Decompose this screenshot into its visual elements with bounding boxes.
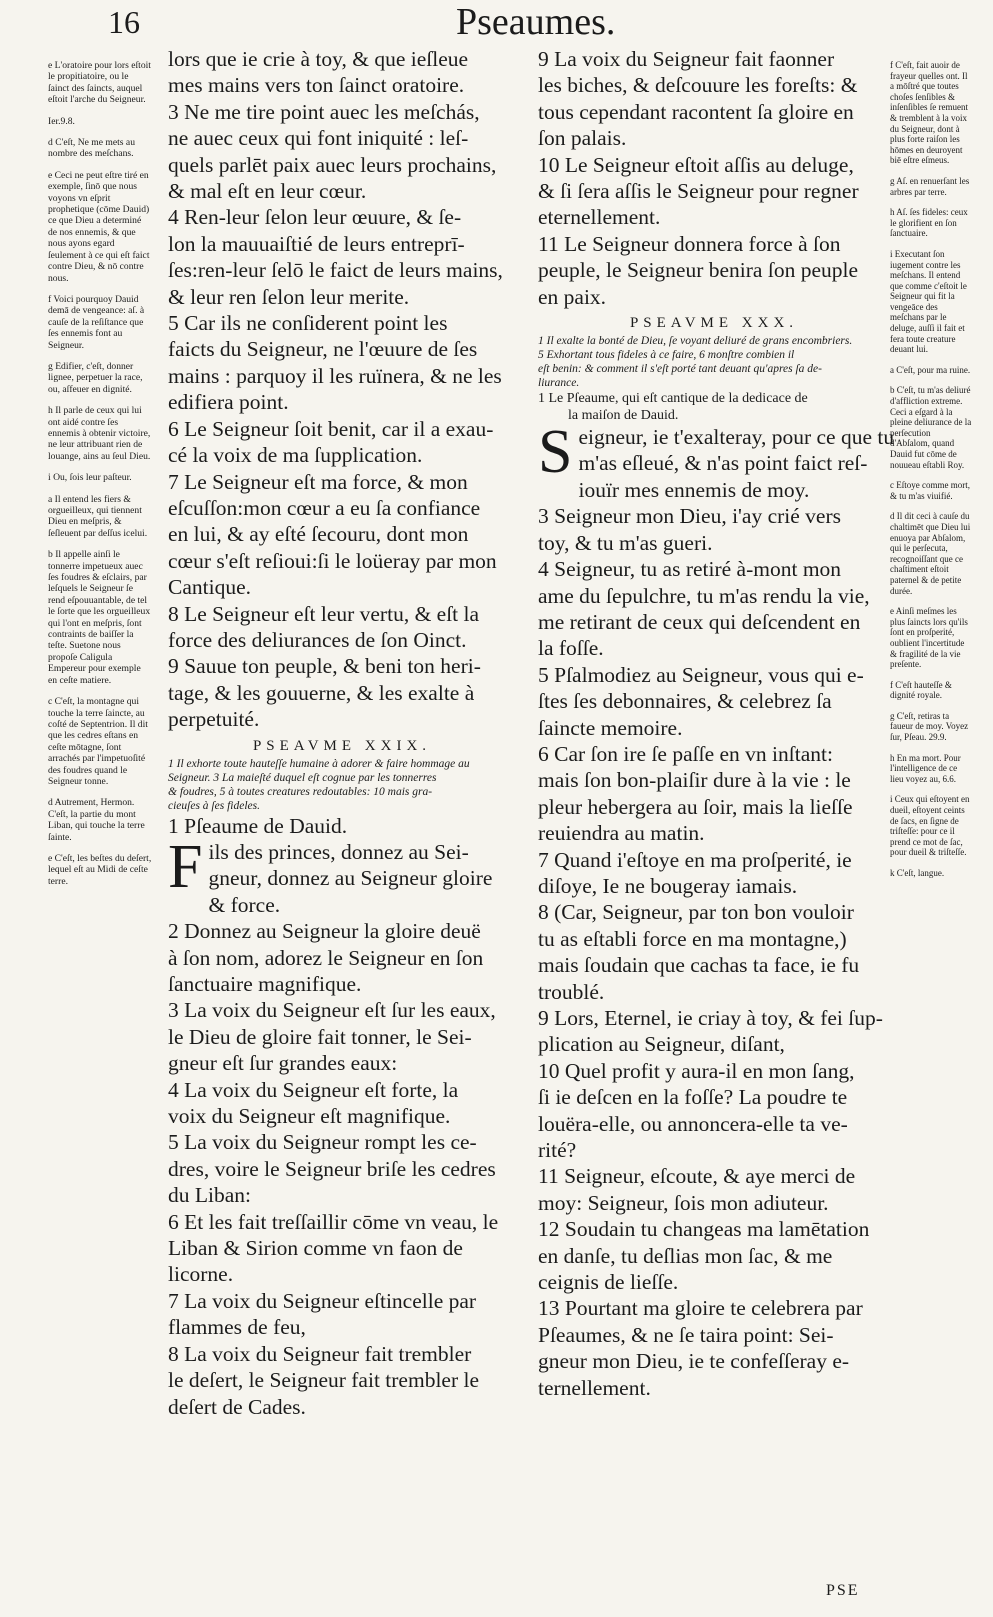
verse-line: en paix. [538,284,607,309]
margin-note: b C'eſt, tu m'as deliuré d'affliction extreme. Ceci a eſgard à la pleine deliurance de la perſecution d'Abſalom, quand Dauid fut cōme de nouueau eſtabli Roy. [890,385,972,470]
margin-note: c C'eſt, la montagne qui touche la terre ſaincte, au coſté de Septentrion. Il dit que les cedres eſtans en ceſte mōtagne, ſont arrachés par l'impetuoſité des foudres quand le Seigneur tonne. [48,696,148,787]
margin-note: e L'oratoire pour lors eſtoit le propitiatoire, ou le ſainct des ſaincts, auquel eſtoit l'arche du Seigneur. [48,60,151,106]
argument-line: cieuſes à ſes fideles. [168,799,260,812]
verse-line: les biches, & deſcouure les foreſts: & [538,73,858,98]
verse-line: deſert de Cades. [168,1394,306,1419]
margin-note: h Il parle de ceux qui lui ont aidé contre ſes ennemis à obtenir victoire, ne leur attribuant rien de louange, ains au ſeul Dieu. [48,405,151,462]
verse-line: ſanctuaire magnifique. [168,972,362,996]
verse-line: moy: Seigneur, ſois mon adiuteur. [538,1190,829,1215]
margin-note: g C'eſt, retiras ta faueur de moy. Voyez ſur, Pſeau. 29.9. [890,710,969,743]
verse-line: iouïr mes ennemis de moy. [578,477,810,502]
verse-line: 12 Soudain tu changeas ma lamētation [538,1217,870,1242]
verse-line: quels parlēt paix auec leurs prochains, [168,152,497,177]
argument-line: 1 Il exalte la bonté de Dieu, ſe voyant deliuré de grans encombriers. [538,335,853,348]
verse-line: 9 La voix du Seigneur fait faonner [538,47,835,71]
margin-note: d Il dit ceci à cauſe du chaltimēt que Dieu lui enuoya par Abſalom, qui le perſecuta, recognoiſſant que ce chaſtiment eſtoit paternel & de petite durée. [890,511,971,596]
verse-line: 7 Quand i'eſtoye en ma proſperité, ie [538,847,852,872]
left-column [168,46,516,1420]
left-margin-notes [48,60,152,897]
margin-note: b Il appelle ainſi le tonnerre impetueux auec ſes foudres & eſclairs, par leſquels le Seigneur ſe rend eſpouuantable, de tel le ſorte que les orgueilleux qui l'ont en meſpris, ſont contraints de baiſſer la teſte. Suetone nous propoſe Caligula Empereur pour exemple en ceſte matiere. [48,549,151,686]
psalm30-body [538,418,895,1401]
verse-line: 6 Car ſon ire ſe paſſe en vn inſtant: [538,741,833,766]
margin-note: e C'eſt, les beſtes du deſert, lequel eſt au Midi de ceſte terre. [48,852,152,887]
psalm30-dropcap: S [538,418,573,487]
verse-line: & leur ren ſelon leur merite. [168,284,410,309]
margin-note: h Aſ. ſes fideles: ceux le glorifient en ſon ſanctuaire. [890,207,968,239]
verse-line: la foſſe. [538,636,604,661]
verse-line: eigneur, ie t'exalteray, pour ce que tu [578,425,895,450]
verse-line: 4 Seigneur, tu as retiré à-mont mon [538,557,842,582]
verse-line: gneur mon Dieu, ie te confeſſeray e- [538,1349,850,1374]
verse-line: 7 Le Seigneur eſt ma force, & mon [168,469,468,494]
verse-line: 8 La voix du Seigneur fait trembler [168,1341,472,1366]
verse-line: 5 Pſalmodiez au Seigneur, vous qui e- [538,662,864,687]
verse-line: 3 La voix du Seigneur eſt ſur les eaux, [168,998,496,1023]
verse-line: gneur, donnez au Seigneur gloire [208,866,493,891]
margin-note: i Executant ſon iugement contre les meſchans. Il entend que comme c'eſtoit le Seigneur qui fit la vengeāce des meſchans par le deluge, auſſi il fait et fera toute creature deuant lui. [890,248,967,355]
verse-line: 5 Car ils ne conſiderent point les [168,311,448,336]
running-title: Pseaumes. [456,1,616,43]
verse-line: flammes de feu, [168,1315,306,1340]
margin-note: f Voici pourquoy Dauid demā de vengeance: aſ. à cauſe de la reſiſtance que ſes ennemis font au Seigneur. [48,293,145,351]
margin-note: f C'eſt, fait auoir de frayeur quelles ont. Il a mōſtré que toutes choſes ſenſibles & inſenſibles ſe remuent & tremblent à la voix du Seigneur, dont à plus forte raiſon les hōmes en deuroyent biē eſtre eſmeus. [890,60,968,166]
psalm29-argument [168,757,516,813]
verse-line: 11 Le Seigneur donnera force à ſon [538,231,841,256]
verse-line: du Liban: [168,1183,251,1208]
verse-line: le Dieu de gloire fait tonner, le Sei- [168,1024,472,1049]
catchword: PSE [826,1582,860,1599]
psalm30-heading-a: 1 Le Pſeaume, qui eſt cantique de la dedicace de [538,391,808,407]
argument-line: 1 Il exhorte toute hauteſſe humaine à adorer & faire hommage au [168,757,470,770]
verse-line: 10 Le Seigneur eſtoit aſſis au deluge, [538,152,854,177]
psalm30-argument [538,334,890,390]
margin-note: h En ma mort. Pour l'intelligence de ce lieu voyez au, 6.6. [890,752,961,784]
verse-line: lon la mauuaiſtié de leurs entreprī- [168,231,465,256]
verse-line: le deſert, le Seigneur fait trembler le [168,1368,480,1393]
verse-line: gneur eſt ſur grandes eaux: [168,1051,398,1076]
verse-line: 7 La voix du Seigneur eſtincelle par [168,1288,477,1313]
verse-line: ne auec ceux qui font iniquité : leſ- [168,126,469,151]
verse-line: ils des princes, donnez au Sei- [208,839,469,864]
margin-note: d Autrement, Hermon. C'eſt, la partie du mont Liban, qui touche la terre ſainte. [48,797,145,843]
verse-line: edifiera point. [168,390,289,415]
verse-line: cœur s'eſt reſioui:ſi le loüeray par mon [168,548,497,573]
argument-line: eſt benin: & comment il s'eſt porté tant deuant qu'apres ſa de- [538,363,822,376]
psalm29-title: PSEAVME XXIX. [252,737,432,754]
page-header [0,0,993,46]
verse-line: reuiendra au matin. [538,821,705,846]
verse-line: 5 La voix du Seigneur rompt les ce- [168,1130,477,1155]
psalm28-text [168,46,516,733]
verse-line: m'as eſleué, & n'as point faict reſ- [578,451,868,476]
verse-line: 9 Lors, Eternel, ie criay à toy, & fei ſup- [538,1006,883,1030]
psalm29-dropcap: F [168,832,203,901]
verse-line: & mal eſt en leur cœur. [168,179,367,204]
verse-line: lors que ie crie à toy, & que ieſleue [168,47,469,71]
right-margin-notes [890,60,972,889]
argument-line: 5 Exhortant tous fideles à ce faire, 6 monſtre combien il [538,349,795,362]
margin-note: a C'eſt, pour ma ruine. [890,364,971,375]
right-column [538,46,895,1401]
margin-note: d C'eſt, Ne me mets au nombre des meſchans. [48,137,135,160]
verse-line: tage, & les gouuerne, & les exalte à [168,680,475,705]
verse-line: peuple, le Seigneur benira ſon peuple [538,258,859,283]
margin-note: e Ceci ne peut eſtre tiré en exemple, ſinō que nous voyons vn eſprit prophetique (cōme Dauid) ce que Dieu a determiné de nos ennemis, & que nous ayons egard ſeulement à ce qui eſt faict contre Dieu, & nō contre nous. [48,169,150,284]
margin-note: g Aſ. en renuerſant les arbres par terre. [890,175,970,197]
margin-note: f C'eſt hauteſſe & dignité royale. [890,679,952,701]
verse-line: Pſeaumes, & ne ſe taira point: Sei- [538,1322,834,1347]
verse-line: cé la voix de ma ſupplication. [168,443,423,468]
margin-note: i Ou, ſois leur paſteur. [48,472,132,484]
verse-line: ternellement. [538,1375,651,1400]
verse-line: & force. [208,892,281,917]
verse-line: 3 Seigneur mon Dieu, i'ay crié vers [538,504,841,529]
verse-line: mes mains vers ton ſainct oratoire. [168,73,465,98]
verse-line: tu as eſtabli force en ma montagne,) [538,926,847,951]
psalm30-heading-b: la maiſon de Dauid. [568,408,679,424]
psalm29-body [168,832,516,1420]
verse-line: ſtes ſes debonnaires, & celebrez ſa [538,689,832,714]
verse-line: rité? [538,1138,577,1163]
margin-note: g Edifier, c'eſt, donner lignee, perpetuer la race, ou, aſfeuer en dignité. [48,360,143,395]
verse-line: 4 Ren-leur ſelon leur œuure, & ſe- [168,205,462,230]
verse-line: & ſi ſera aſſis le Seigneur pour regner [538,179,859,204]
verse-line: mains : parquoy il les ruïnera, & ne les [168,363,502,388]
verse-line: mais ſoudain que cachas ta face, ie fu [538,953,860,978]
verse-line: 11 Seigneur, eſcoute, & aye merci de [538,1164,856,1189]
psalm29-heading: 1 Pſeaume de Dauid. [168,813,348,838]
verse-line: 4 La voix du Seigneur eſt forte, la [168,1077,459,1102]
margin-note: e Ainſi meſmes les plus ſaincts lors qu'ils ſont en proſperité, oublient l'incertitude & fragilité de la vie preſente. [890,606,968,670]
verse-line: diſoye, Ie ne bougeray iamais. [538,873,798,898]
verse-line: 6 Le Seigneur ſoit benit, car il a exau- [168,416,494,441]
verse-line: à ſon nom, adorez le Seigneur en ſon [168,945,484,970]
verse-line: force des deliurances de ſon Oinct. [168,627,467,652]
margin-note: c Eſtoye comme mort, & tu m'as viuifié. [890,480,970,501]
verse-line: tous cependant racontent ſa gloire en [538,99,854,124]
verse-line: eſcuſſon:mon cœur a eu ſa confiance [168,495,481,520]
verse-line: 6 Et les fait treſſaillir cōme vn veau, le [168,1209,499,1234]
verse-line: 9 Sauue ton peuple, & beni ton heri- [168,654,481,679]
margin-note: i Ceux qui eſtoyent en dueil, eſtoyent ceints de ſacs, en ſigne de triſteſſe: pour ce il prend ce mot de ſac, pour dueil & triſteſſe. [890,794,970,858]
margin-note: Ier.9.8. [48,115,75,127]
psalm30-title: PSEAVME XXX. [629,315,799,332]
argument-line: liurance. [538,377,580,390]
verse-line: voix du Seigneur eſt magnifique. [168,1104,451,1129]
verse-line: 3 Ne me tire point auec les meſchás, [168,99,480,124]
verse-line: Liban & Sirion comme vn faon de [168,1236,463,1261]
verse-line: 8 Le Seigneur eſt leur vertu, & eſt la [168,601,480,626]
verse-line: licorne. [168,1262,234,1287]
verse-line: perpetuité. [168,707,260,732]
argument-line: & foudres, 5 à toutes creatures redoutables: 10 mais gra- [168,785,433,798]
verse-line: dres, voire le Seigneur briſe les cedres [168,1156,496,1181]
verse-line: ſaincte memoire. [538,715,683,740]
verse-line: 10 Quel profit y aura-il en mon ſang, [538,1058,855,1083]
argument-line: Seigneur. 3 La maieſté duquel eſt cognue par les tonnerres [168,771,437,784]
verse-line: ſon palais. [538,126,627,151]
verse-line: toy, & tu m'as gueri. [538,530,713,555]
page-number: 16 [108,4,140,40]
verse-line: faicts du Seigneur, ne l'œuure de ſes [168,337,478,362]
verse-line: ceignis de lieſſe. [538,1270,679,1295]
verse-line: eternellement. [538,205,661,230]
verse-line: me retirant de ceux qui deſcendent en [538,609,861,634]
verse-line: troublé. [538,979,605,1004]
verse-line: pleur hebergera au ſoir, mais la lieſſe [538,794,853,819]
psalm29-continued [538,46,890,310]
verse-line: en lui, & ay eſté ſecouru, dont mon [168,522,469,547]
verse-line: Cantique. [168,575,251,600]
margin-note: k C'eſt, langue. [890,868,945,878]
verse-line: ſi ie deſcen en la foſſe? La poudre te [538,1085,848,1110]
verse-line: plication au Seigneur, diſant, [538,1032,785,1057]
margin-note: a Il entend les fiers & orgueilleux, qui tiennent Dieu en meſpris, & ſeſleuent par deſſus icelui. [48,493,148,539]
verse-line: mais ſon bon-plaiſir dure à la vie : le [538,768,851,793]
verse-line: ame du ſepulchre, tu m'as rendu la vie, [538,583,870,608]
verse-line: ſes:ren-leur ſelō le faict de leurs mains, [168,258,503,283]
verse-line: louëra-elle, ou annoncera-elle ta ve- [538,1111,848,1136]
verse-line: en danſe, tu deſlias mon ſac, & me [538,1243,833,1268]
verse-line: 2 Donnez au Seigneur la gloire deuë [168,919,481,944]
verse-line: 8 (Car, Seigneur, par ton bon vouloir [538,900,854,925]
verse-line: 13 Pourtant ma gloire te celebrera par [538,1296,863,1321]
